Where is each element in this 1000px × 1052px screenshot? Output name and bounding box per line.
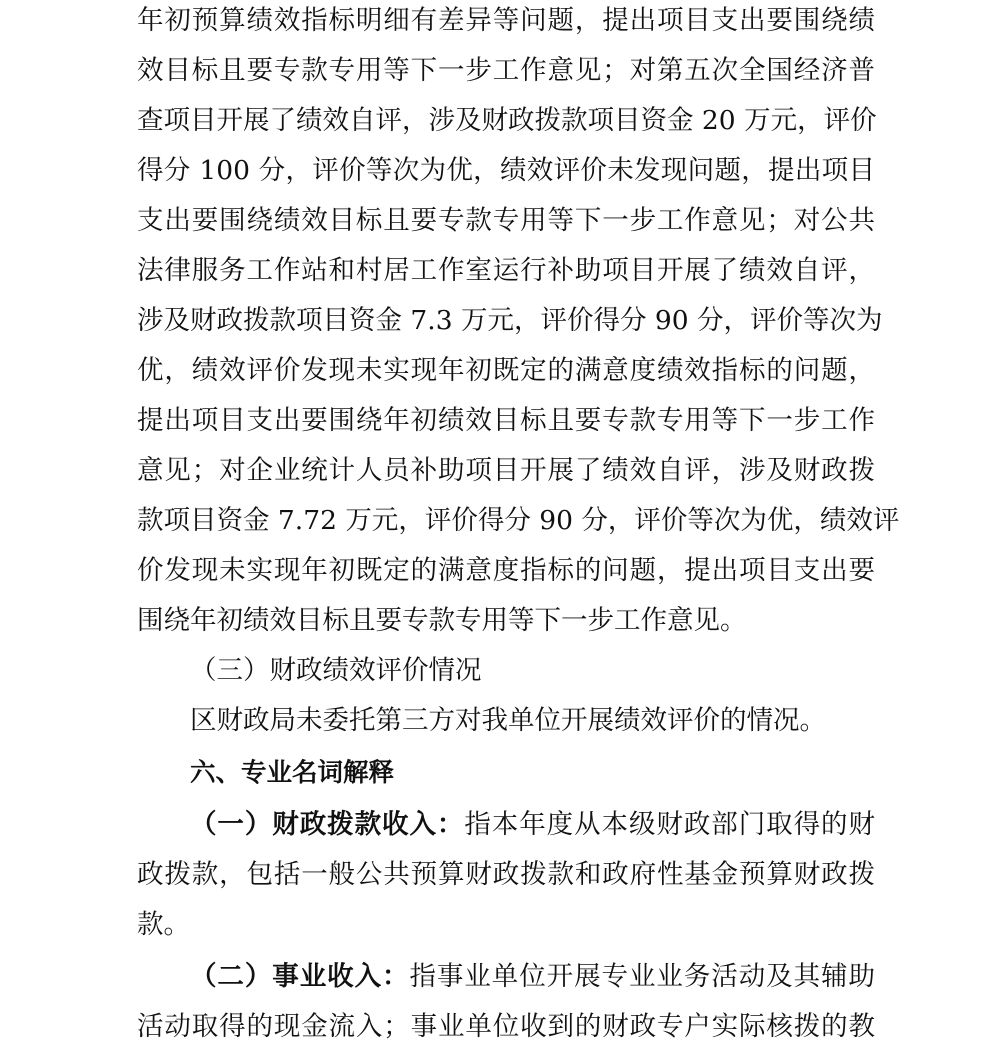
subheading-financial-evaluation: （三）财政绩效评价情况 <box>190 655 482 686</box>
body-text-line: 得分 100 分，评价等次为优，绩效评价未发现问题，提出项目 <box>137 155 875 186</box>
section-heading-terms: 六、专业名词解释 <box>190 758 395 788</box>
body-text-line: 效目标且要专款专用等下一步工作意见；对第五次全国经济普 <box>137 55 875 86</box>
body-text-line: 支出要围绕绩效目标且要专款专用等下一步工作意见；对公共 <box>137 205 875 236</box>
term-2-line <box>190 952 875 1002</box>
paragraph-evaluation: 区财政局未委托第三方对我单位开展绩效评价的情况。 <box>190 705 826 736</box>
body-text-line: 围绕年初绩效目标且要专款专用等下一步工作意见。 <box>137 605 747 636</box>
body-text-line: 法律服务工作站和村居工作室运行补助项目开展了绩效自评， <box>137 255 875 286</box>
term-1-label: （一）财政拨款收入： <box>190 809 465 840</box>
term-2-text: 指事业单位开展专业业务活动及其辅助 <box>409 961 875 992</box>
body-text-line: 涉及财政拨款项目资金 7.3 万元，评价得分 90 分，评价等次为 <box>137 305 883 336</box>
body-text-line: 款项目资金 7.72 万元，评价得分 90 分，评价等次为优，绩效评 <box>137 505 900 536</box>
body-text-line: 优，绩效评价发现未实现年初既定的满意度绩效指标的问题， <box>137 355 875 386</box>
term-1-line: 政拨款，包括一般公共预算财政拨款和政府性基金预算财政拨 <box>137 859 875 890</box>
body-text-line: 查项目开展了绩效自评，涉及财政拨款项目资金 20 万元，评价 <box>137 105 877 136</box>
term-1-text: 指本年度从本级财政部门取得的财 <box>464 809 875 840</box>
term-1-line <box>190 800 875 850</box>
body-text-line: 意见；对企业统计人员补助项目开展了绩效自评，涉及财政拨 <box>137 455 875 486</box>
body-text-line: 年初预算绩效指标明细有差异等问题，提出项目支出要围绕绩 <box>137 5 875 36</box>
body-text-line: 价发现未实现年初既定的满意度指标的问题，提出项目支出要 <box>137 555 875 586</box>
term-2-line: 活动取得的现金流入；事业单位收到的财政专户实际核拨的教 <box>137 1011 875 1042</box>
term-2-label: （二）事业收入： <box>190 961 410 992</box>
term-1-line: 款。 <box>137 909 190 940</box>
body-text-line: 提出项目支出要围绕年初绩效目标且要专款专用等下一步工作 <box>137 405 875 436</box>
